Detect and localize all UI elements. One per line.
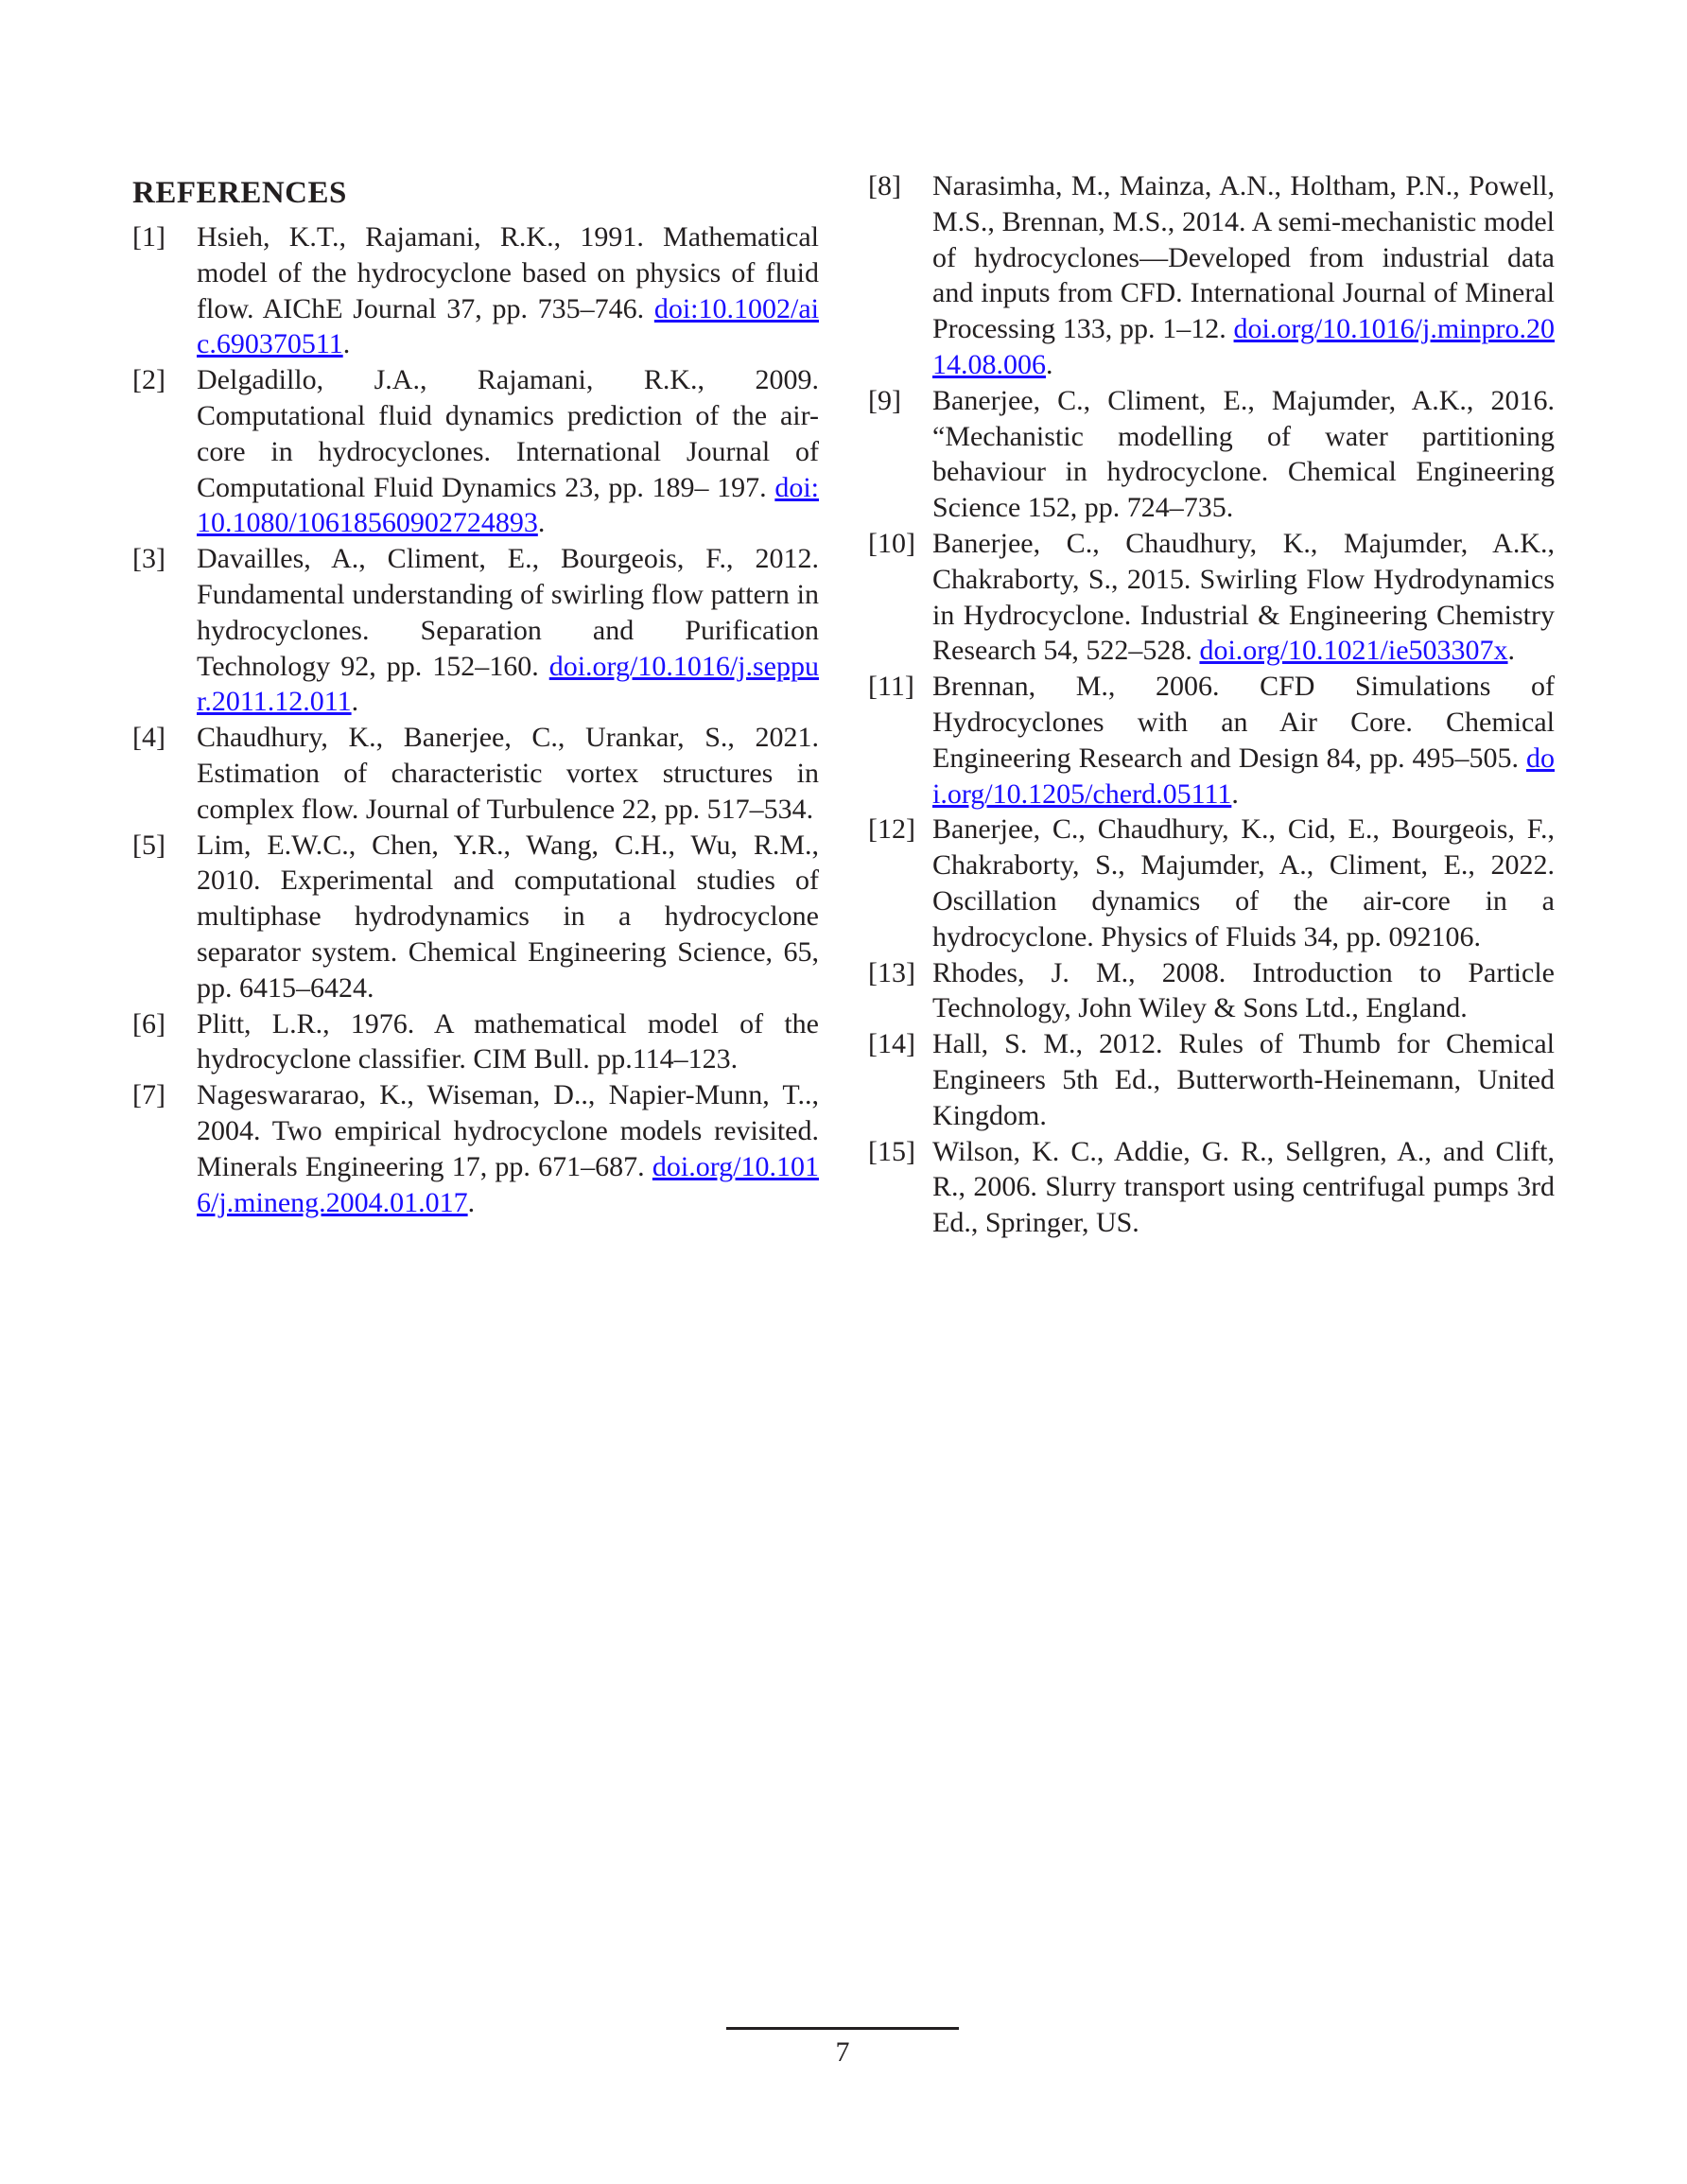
- reference-text-block: [932, 955, 1555, 1027]
- reference-text-block: [932, 1026, 1555, 1133]
- reference-text: Wilson, K. C., Addie, G. R., Sellgren, A., and Clift, R., 2006. Slurry transport using centrifugal pumps 3rd Ed., Springer, US.: [932, 1135, 1555, 1239]
- reference-number: [10]: [868, 527, 915, 559]
- reference-number: [4]: [132, 722, 165, 754]
- reference-doi-link[interactable]: doi.org/10.1016/j.mineng.2004.01.017: [197, 1150, 819, 1218]
- reference-text: Banerjee, C., Chaudhury, K., Majumder, A.K., Chakraborty, S., 2015. Swirling Flow Hydrodynamics in Hydrocyclone. Industrial & Engineering Chemistry Research 54, 522–528.: [932, 527, 1555, 667]
- reference-number: [11]: [868, 671, 914, 703]
- reference-end-punct: .: [342, 328, 351, 360]
- reference-text: Plitt, L.R., 1976. A mathematical model of the hydrocyclone classifier. CIM Bull. pp.114–123.: [197, 1007, 819, 1075]
- reference-number: [6]: [132, 1007, 165, 1040]
- reference-text-block: [197, 720, 819, 827]
- reference-text-block: [932, 383, 1555, 526]
- reference-item: [868, 955, 1555, 1027]
- reference-text-block: [932, 812, 1555, 954]
- reference-item: [868, 168, 1555, 383]
- reference-doi-link[interactable]: doi.org/10.1016/j.seppur.2011.12.011: [197, 650, 819, 718]
- reference-end-punct: .: [467, 1186, 476, 1218]
- reference-end-punct: .: [537, 507, 546, 539]
- page-number: 7: [835, 2036, 850, 2068]
- reference-number: [3]: [132, 543, 165, 575]
- reference-text: Hsieh, K.T., Rajamani, R.K., 1991. Mathematical model of the hydrocyclone based on physics of fluid flow. AIChE Journal 37, pp. 735–746.: [197, 221, 819, 324]
- reference-text-block: [932, 526, 1555, 669]
- reference-end-punct: .: [1507, 635, 1516, 667]
- reference-item: [868, 526, 1555, 669]
- reference-doi-link[interactable]: doi.org/10.1021/ie503307x: [1199, 635, 1508, 667]
- reference-item: [868, 383, 1555, 526]
- reference-text-block: [932, 669, 1555, 812]
- footer-rule: [726, 2027, 959, 2030]
- reference-end-punct: .: [1046, 348, 1053, 380]
- reference-list-left: [132, 219, 819, 1220]
- reference-text-block: [197, 541, 819, 720]
- reference-text-block: [197, 828, 819, 1006]
- reference-doi-link[interactable]: doi:10.1002/aic.690370511: [197, 292, 819, 360]
- right-column: [868, 168, 1555, 1241]
- reference-number: [2]: [132, 364, 165, 396]
- reference-text: Delgadillo, J.A., Rajamani, R.K., 2009. Computational fluid dynamics prediction of the air- core in hydrocyclones. International Journal of Computational Fluid Dynamics 23, pp. 189– 197.: [197, 364, 819, 503]
- reference-number: [5]: [132, 829, 165, 861]
- reference-text-block: [197, 1006, 819, 1078]
- reference-number: [14]: [868, 1028, 915, 1060]
- reference-item: [132, 362, 819, 541]
- reference-item: [132, 720, 819, 827]
- reference-number: [7]: [132, 1079, 165, 1111]
- reference-item: [132, 828, 819, 1006]
- reference-number: [13]: [868, 956, 915, 988]
- reference-text: Banerjee, C., Chaudhury, K., Cid, E., Bourgeois, F., Chakraborty, S., Majumder, A., Climent, E., 2022. Oscillation dynamics of the air-core in a hydrocyclone. Physics of Fluids 34, pp. 092106.: [932, 813, 1555, 952]
- reference-item: [868, 669, 1555, 812]
- reference-item: [132, 219, 819, 362]
- reference-doi-link[interactable]: doi:10.1080/10618560902724893: [197, 471, 819, 539]
- reference-text: Davailles, A., Climent, E., Bourgeois, F., 2012. Fundamental understanding of swirling flow pattern in hydrocyclones. Separation and Purification Technology 92, pp. 152–160.: [197, 543, 819, 682]
- reference-item: [868, 1026, 1555, 1133]
- reference-end-punct: .: [1231, 778, 1239, 810]
- reference-text: Rhodes, J. M., 2008. Introduction to Particle Technology, John Wiley & Sons Ltd., England.: [932, 956, 1555, 1024]
- reference-text-block: [197, 362, 819, 541]
- reference-number: [9]: [868, 384, 901, 416]
- reference-text-block: [932, 168, 1555, 383]
- reference-end-punct: .: [351, 686, 359, 718]
- reference-text: Nageswararao, K., Wiseman, D.., Napier-Munn, T.., 2004. Two empirical hydrocyclone models revisited. Minerals Engineering 17, pp. 671–687.: [197, 1079, 819, 1182]
- reference-number: [15]: [868, 1135, 915, 1167]
- reference-text: Brennan, M., 2006. CFD Simulations of Hydrocyclones with an Air Core. Chemical Engineering Research and Design 84, pp. 495–505.: [932, 671, 1555, 774]
- reference-text-block: [932, 1134, 1555, 1241]
- reference-number: [1]: [132, 221, 165, 253]
- reference-item: [868, 1134, 1555, 1241]
- reference-text: Narasimha, M., Mainza, A.N., Holtham, P.N., Powell, M.S., Brennan, M.S., 2014. A semi-mechanistic model of hydrocyclones—Developed from industrial data and inputs from CFD. International Journal of Mineral Processing 133, pp. 1–12.: [932, 170, 1555, 345]
- reference-item: [132, 1006, 819, 1078]
- reference-number: [12]: [868, 813, 915, 846]
- reference-doi-link[interactable]: doi.org/10.1016/j.minpro.2014.08.006: [932, 313, 1555, 380]
- reference-number: [8]: [868, 170, 901, 201]
- reference-text: Hall, S. M., 2012. Rules of Thumb for Chemical Engineers 5th Ed., Butterworth-Heinemann, United Kingdom.: [932, 1028, 1555, 1131]
- reference-text: Lim, E.W.C., Chen, Y.R., Wang, C.H., Wu, R.M., 2010. Experimental and computational studies of multiphase hydrodynamics in a hydrocyclone separator system. Chemical Engineering Science, 65, pp. 6415–6424.: [197, 829, 819, 1004]
- reference-text: Banerjee, C., Climent, E., Majumder, A.K., 2016. “Mechanistic modelling of water partitioning behaviour in hydrocyclone. Chemical Engineering Science 152, pp. 724–735.: [932, 384, 1555, 524]
- reference-text: Chaudhury, K., Banerjee, C., Urankar, S., 2021. Estimation of characteristic vortex structures in complex flow. Journal of Turbulence 22, pp. 517–534.: [197, 722, 819, 825]
- reference-list-right: [868, 168, 1555, 1241]
- reference-text-block: [197, 219, 819, 362]
- reference-text-block: [197, 1077, 819, 1220]
- reference-doi-link[interactable]: doi.org/10.1205/cherd.05111: [932, 742, 1555, 810]
- reference-item: [868, 812, 1555, 954]
- left-column: [132, 168, 819, 1220]
- reference-item: [132, 1077, 819, 1220]
- reference-item: [132, 541, 819, 720]
- references-heading: REFERENCES: [132, 176, 347, 210]
